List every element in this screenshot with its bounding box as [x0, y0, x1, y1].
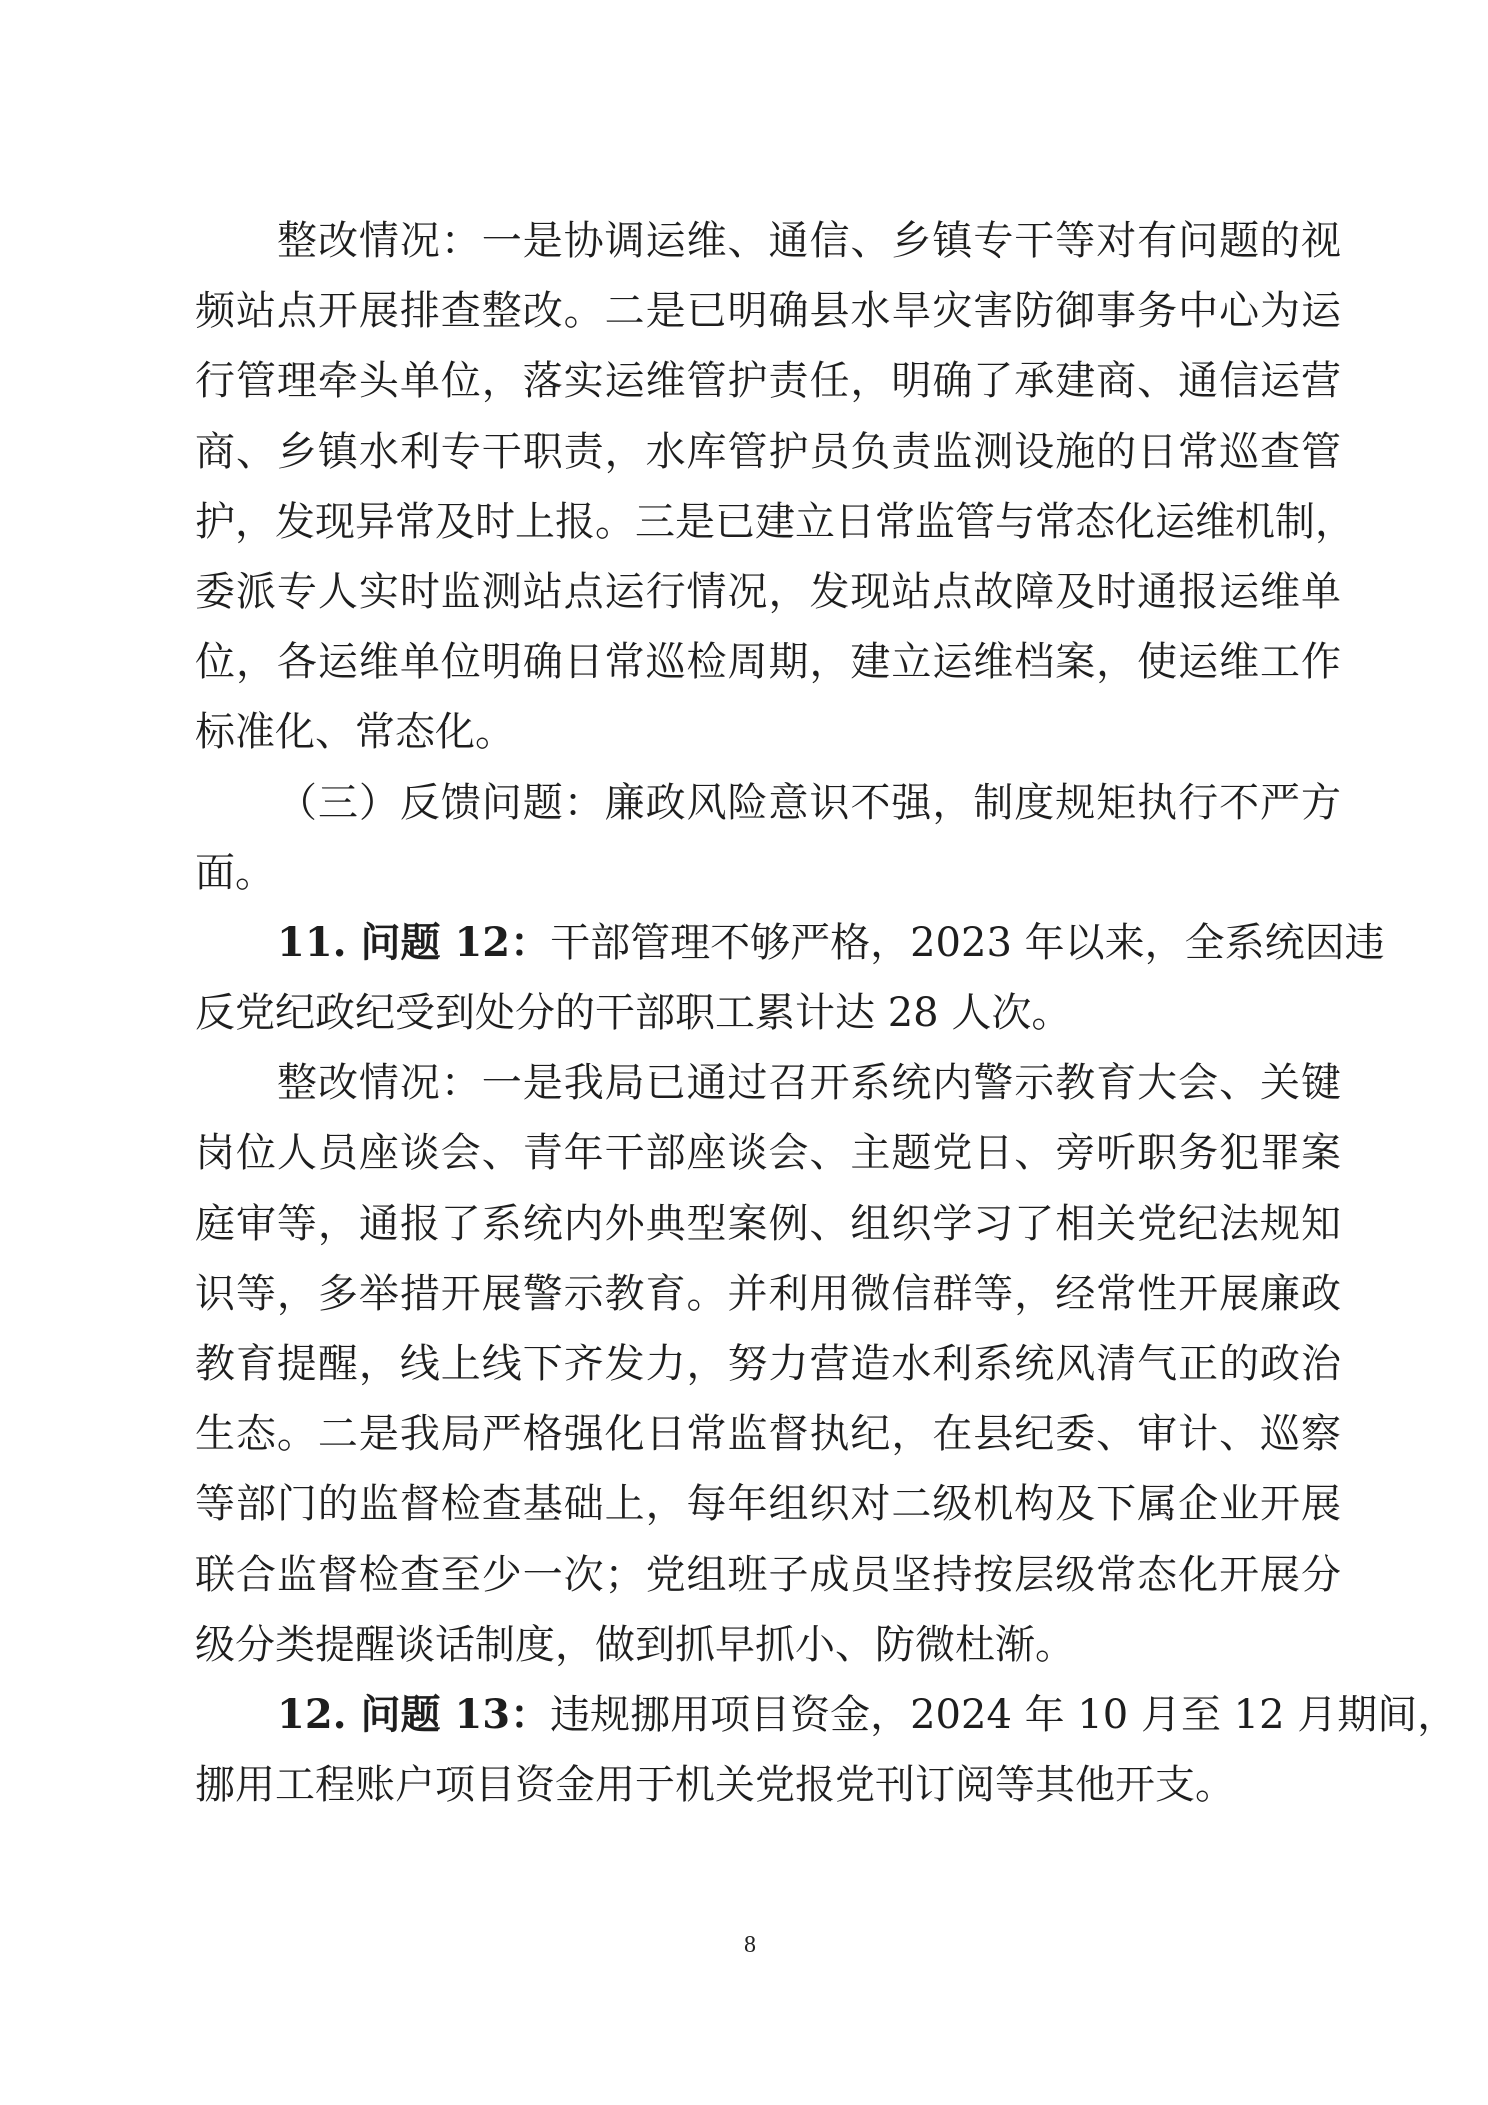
text-line — [195, 1680, 1458, 1750]
text-line: 教育提醒，线上线下齐发力，努力营造水利系统风清气正的政治 — [195, 1341, 1341, 1387]
document-body — [195, 206, 1458, 1820]
text-line: 岗位人员座谈会、青年干部座谈会、主题党日、旁听职务犯罪案 — [195, 1130, 1341, 1177]
text-line: 行管理牵头单位，落实运维管护责任，明确了承建商、通信运营 — [195, 358, 1341, 405]
issue-text: 违规挪用项目资金，2024 年 10 月至 12 月期间， — [550, 1691, 1458, 1738]
text-line — [195, 908, 1385, 978]
text-line: 频站点开展排查整改。二是已明确县水旱灾害防御事务中心为运 — [195, 288, 1341, 335]
text-line: 商、乡镇水利专干职责，水库管护员负责监测设施的日常巡查管 — [195, 428, 1341, 475]
text-line: 委派专人实时监测站点运行情况，发现站点故障及时通报运维单 — [195, 568, 1341, 615]
text-line: 标准化、常态化。 — [195, 709, 515, 756]
text-line: 等部门的监督检查基础上，每年组织对二级机构及下属企业开展 — [195, 1481, 1341, 1528]
text-line: 联合监督检查至少一次；党组班子成员坚持按层级常态化开展分 — [195, 1551, 1341, 1598]
text-line: 识等，多举措开展警示教育。并利用微信群等，经常性开展廉政 — [195, 1270, 1341, 1317]
issue-13 — [195, 1680, 1458, 1820]
text-line: 庭审等，通报了系统内外典型案例、组织学习了相关党纪法规知 — [195, 1200, 1341, 1247]
issue-label: 12. 问题 13： — [277, 1690, 551, 1738]
issue-12 — [195, 908, 1385, 1048]
issue-label: 11. 问题 12： — [277, 918, 551, 966]
issue-text: 干部管理不够严格，2023 年以来，全系统因违 — [550, 919, 1385, 966]
paragraph-rectification-1 — [195, 206, 1355, 768]
section-heading-3 — [195, 768, 1341, 908]
text-line: 整改情况：一是我局已通过召开系统内警示教育大会、关键 — [277, 1060, 1341, 1107]
text-line: 护，发现异常及时上报。三是已建立日常监管与常态化运维机制， — [195, 498, 1355, 545]
text-line: 挪用工程账户项目资金用于机关党报党刊订阅等其他开支。 — [195, 1762, 1235, 1809]
text-line: 面。 — [195, 849, 275, 896]
page-number: 8 — [744, 1932, 756, 1958]
text-line: 级分类提醒谈话制度，做到抓早抓小、防微杜渐。 — [195, 1621, 1075, 1668]
paragraph-rectification-2 — [195, 1048, 1341, 1680]
text-line: 生态。二是我局严格强化日常监督执纪，在县纪委、审计、巡察 — [195, 1411, 1341, 1458]
text-line: （三）反馈问题：廉政风险意识不强，制度规矩执行不严方 — [277, 779, 1341, 826]
text-line: 位，各运维单位明确日常巡检周期，建立运维档案，使运维工作 — [195, 639, 1341, 686]
text-line: 整改情况：一是协调运维、通信、乡镇专干等对有问题的视 — [277, 218, 1341, 264]
text-line: 反党纪政纪受到处分的干部职工累计达 28 人次。 — [195, 990, 1072, 1037]
